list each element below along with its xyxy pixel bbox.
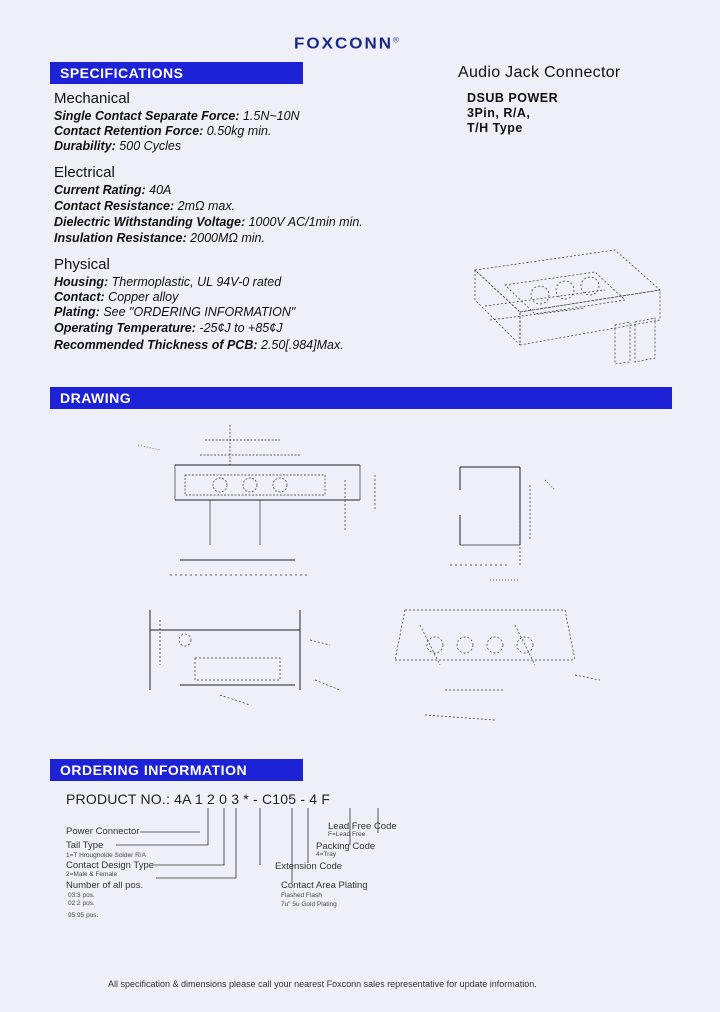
drawing-header [50,387,672,409]
spec-label: Recommended Thickness of PCB: [54,338,258,352]
spec-value: Copper alloy [104,290,179,304]
ordering-lead-free-note: F=Lead Free [328,831,366,838]
spec-durability [54,139,181,153]
ordering-header [50,759,303,781]
product-subtitle-block [467,91,558,136]
spec-label: Single Contact Separate Force: [54,109,240,123]
product-type: DSUB POWER [467,91,559,105]
specifications-header [50,62,303,84]
bottom-view-drawing [140,600,340,710]
spec-dielectric-voltage [54,215,363,229]
spec-value: 2.50[.984]Max. [257,338,344,352]
spec-housing [54,275,281,289]
spec-label: Contact Retention Force: [54,124,204,138]
ordering-pos-02: 02:2 pos. [68,900,95,907]
spec-operating-temperature [54,321,282,335]
spec-label: Contact Resistance: [54,199,175,213]
spec-value: -25¢J to +85¢J [195,321,283,335]
spec-value: 500 Cycles [115,139,182,153]
spec-value: 2000MΩ min. [186,231,265,245]
ordering-extension-code: Extension Code [275,861,343,872]
ordering-contact-area-plating: Contact Area Plating [281,880,368,891]
ordering-contact-design-note: 2=Male & Female [66,871,118,878]
product-pins: 3Pin, R/A, [467,106,531,120]
ordering-tail-type: Tail Type [66,840,104,851]
spec-insulation-resistance [54,231,265,245]
spec-separate-force [54,109,300,123]
physical-heading: Physical [54,256,110,273]
spec-current-rating [54,183,171,197]
spec-plating [54,305,295,319]
spec-retention-force [54,124,271,138]
ordering-packing-note: 4=Tray [316,851,337,858]
specifications-title: SPECIFICATIONS [60,65,184,81]
spec-contact [54,290,178,304]
product-mount: T/H Type [467,121,523,135]
ordering-title: ORDERING INFORMATION [60,762,248,778]
pcb-layout-drawing [385,600,615,740]
brand-registered-mark: ® [393,36,399,45]
footer-note: All specification & dimensions please call your nearest Foxconn sales representative for update information. [108,979,537,989]
ordering-power-connector: Power Connector [66,826,140,837]
side-view-drawing [440,455,570,595]
spec-label: Contact: [54,290,105,304]
mechanical-heading: Mechanical [54,90,130,107]
brand-name: FOXCONN [294,35,393,53]
ordering-pos-95: 95:95 pos. [68,912,99,919]
product-title: Audio Jack Connector [458,64,621,81]
spec-label: Plating: [54,305,100,319]
drawing-title: DRAWING [60,390,132,406]
spec-label: Durability: [54,139,116,153]
spec-label: Operating Temperature: [54,321,196,335]
spec-value: 40A [145,183,172,197]
spec-value: 0.50kg min. [203,124,272,138]
front-view-drawing [130,420,390,590]
spec-label: Dielectric Withstanding Voltage: [54,215,246,229]
spec-label: Current Rating: [54,183,146,197]
connector-product-image [465,240,665,370]
ordering-plating-flash: Flashed Flash [281,892,322,899]
spec-value: Thermoplastic, UL 94V-0 rated [108,275,282,289]
spec-pcb-thickness [54,338,344,352]
spec-value: See "ORDERING INFORMATION" [99,305,296,319]
ordering-contact-design: Contact Design Type [66,860,155,871]
ordering-packing-code: Packing Code [316,841,376,852]
electrical-heading: Electrical [54,164,115,181]
product-number: PRODUCT NO.: 4A 1 2 0 3 * - C105 - 4 F [66,791,331,807]
spec-label: Insulation Resistance: [54,231,187,245]
ordering-tail-type-note: 1=T Hrougholde Solder R/A [66,852,146,859]
foxconn-logo [294,35,399,53]
spec-contact-resistance [54,199,235,213]
spec-value: 1.5N~10N [239,109,300,123]
spec-value: 1000V AC/1min min. [245,215,363,229]
ordering-number-of-positions: Number of all pos. [66,880,144,891]
spec-value: 2mΩ max. [174,199,236,213]
ordering-plating-gold: 7u" 5u Gold Plating [281,901,337,908]
ordering-pos-03: 03:3 pos. [68,892,95,899]
spec-label: Housing: [54,275,109,289]
ordering-lead-free-code: Lead Free Code [328,821,397,832]
